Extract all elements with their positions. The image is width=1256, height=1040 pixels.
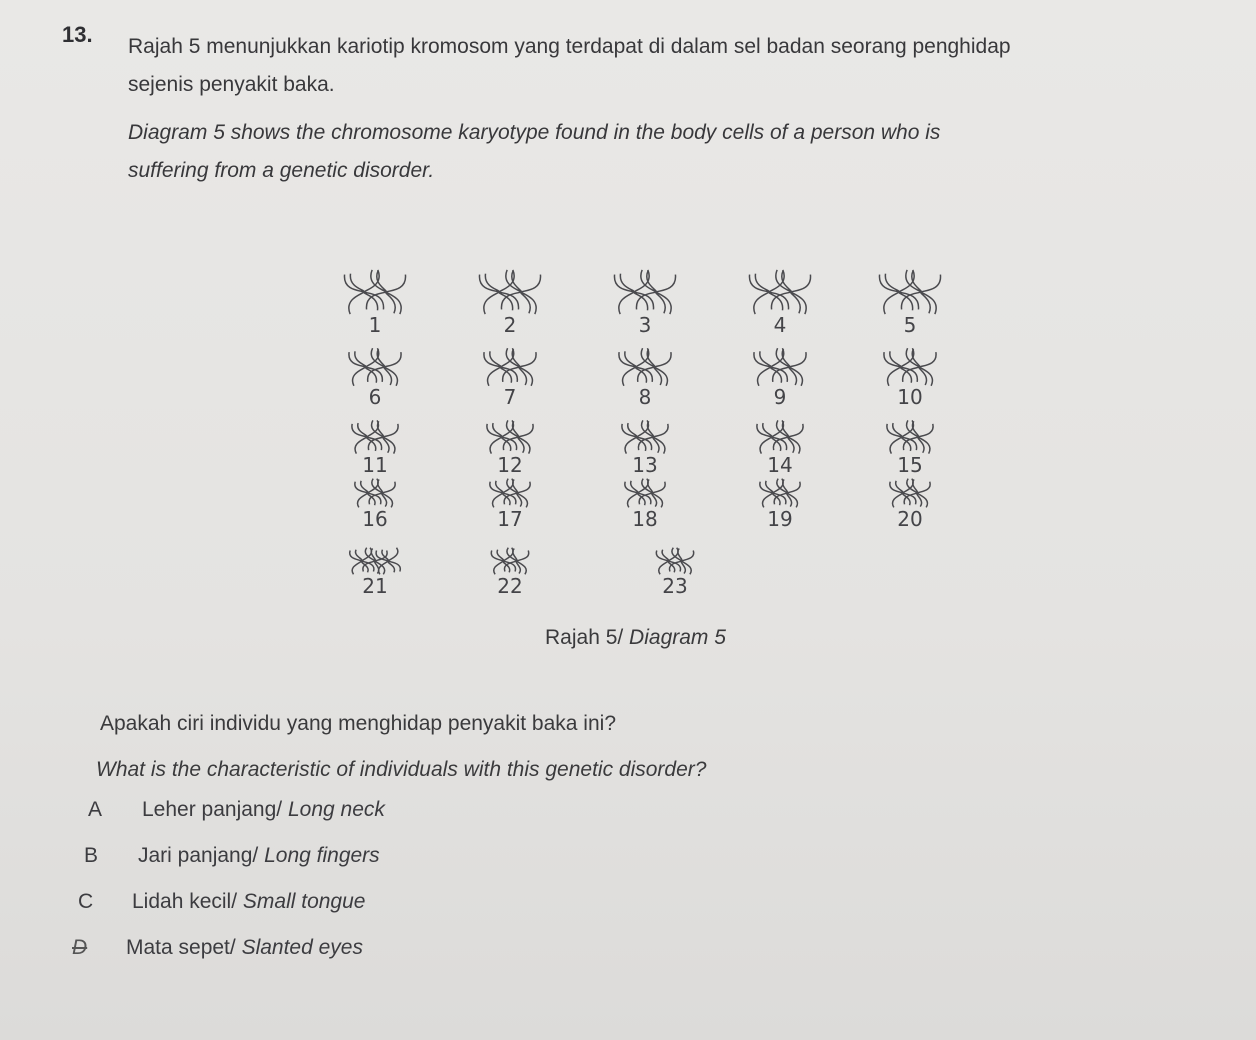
- chromosome-pair-label: 12: [497, 453, 523, 477]
- chromosome-pair-18: [624, 478, 665, 531]
- chromosome-pair-15: [886, 420, 933, 477]
- chromosome-shape: [656, 548, 681, 575]
- option-letter: B: [84, 844, 99, 867]
- chromosome-shape: [491, 548, 516, 575]
- question-number: 13.: [62, 22, 93, 47]
- chromosome-pair-21: [349, 548, 400, 598]
- option-b[interactable]: [84, 844, 380, 868]
- prompt-english: What is the characteristic of individuals with this genetic disorder?: [96, 758, 707, 781]
- option-letter: D: [72, 936, 88, 959]
- chromosome-pair-1: [344, 270, 406, 337]
- caption-malay: Rajah 5/: [545, 626, 624, 649]
- option-text-english: Long fingers: [258, 844, 380, 867]
- chromosome-pair-label: 7: [503, 385, 517, 409]
- option-a[interactable]: [88, 798, 385, 822]
- chromosome-shape: [344, 270, 384, 314]
- chromosome-pair-label: 18: [632, 507, 658, 531]
- chromosome-shape: [638, 420, 669, 453]
- option-text: [132, 890, 365, 914]
- chromosome-shape: [504, 478, 531, 507]
- chromosome-pair-label: 22: [497, 574, 523, 598]
- chromosome-pair-label: 1: [368, 313, 382, 337]
- chromosome-pair-14: [756, 420, 803, 477]
- chromosome-shape: [903, 420, 934, 453]
- stem-ms-line-1: Rajah 5 menunjukkan kariotip kromosom yang terdapat di dalam sel badan seorang penghidap: [128, 35, 1011, 58]
- option-c[interactable]: [78, 890, 365, 914]
- chromosome-pair-17: [489, 478, 530, 531]
- option-text-malay: Mata sepet/: [126, 936, 236, 959]
- option-text-english: Slanted eyes: [235, 936, 363, 959]
- chromosome-shape: [501, 270, 541, 314]
- chromosome-shape: [772, 348, 806, 386]
- stem-ms-line-2: sejenis penyakit baka.: [128, 73, 335, 96]
- option-text-malay: Lidah kecil/: [132, 890, 238, 913]
- option-text: [138, 844, 380, 868]
- chromosome-pair-23: [656, 548, 694, 598]
- chromosome-shape: [503, 420, 534, 453]
- chromosome-pair-label: 17: [497, 507, 523, 531]
- chromosome-shape: [614, 270, 654, 314]
- chromosome-shape: [369, 478, 396, 507]
- chromosome-shape: [879, 270, 919, 314]
- chromosome-shape: [349, 548, 374, 575]
- chromosome-pair-19: [759, 478, 800, 531]
- option-text: [142, 798, 385, 822]
- chromosome-pair-20: [889, 478, 930, 531]
- stem-en-line-2: suffering from a genetic disorder.: [128, 159, 435, 182]
- chromosome-pair-10: [883, 348, 936, 409]
- chromosome-pair-16: [354, 478, 395, 531]
- chromosome-pair-label: 16: [362, 507, 388, 531]
- chromosome-shape: [367, 348, 401, 386]
- chromosome-pair-6: [348, 348, 401, 409]
- chromosome-shape: [639, 478, 666, 507]
- chromosome-shape: [669, 548, 694, 575]
- chromosome-pair-7: [483, 348, 536, 409]
- chromosome-pair-9: [753, 348, 806, 409]
- chromosome-shape: [637, 348, 671, 386]
- chromosome-pair-label: 3: [638, 313, 652, 337]
- chromosome-pair-label: 4: [773, 313, 787, 337]
- chromosome-pair-13: [621, 420, 668, 477]
- chromosome-pair-3: [614, 270, 676, 337]
- chromosome-shape: [636, 270, 676, 314]
- option-text: [126, 936, 363, 960]
- karyotype-diagram: [300, 250, 1000, 620]
- chromosome-shape: [368, 420, 399, 453]
- chromosome-pair-label: 23: [662, 574, 688, 598]
- option-text-malay: Leher panjang/: [142, 798, 283, 821]
- chromosome-shape: [479, 270, 519, 314]
- chromosome-pair-4: [749, 270, 811, 337]
- chromosome-pair-11: [351, 420, 398, 477]
- chromosome-shape: [773, 420, 804, 453]
- chromosome-shape: [366, 270, 406, 314]
- chromosome-pair-label: 2: [503, 313, 517, 337]
- chromosome-pair-label: 19: [767, 507, 793, 531]
- chromosome-shape: [771, 270, 811, 314]
- chromosome-shape: [774, 478, 801, 507]
- chromosome-pair-label: 20: [897, 507, 923, 531]
- option-letter: C: [78, 890, 94, 913]
- chromosome-pair-12: [486, 420, 533, 477]
- chromosome-pair-label: 13: [632, 453, 658, 477]
- chromosome-shape: [502, 348, 536, 386]
- chromosome-pair-label: 5: [903, 313, 917, 337]
- chromosome-shape: [902, 348, 936, 386]
- chromosome-pair-8: [618, 348, 671, 409]
- chromosome-pair-label: 14: [767, 453, 793, 477]
- chromosome-shape: [504, 548, 529, 575]
- chromosome-shape: [362, 548, 387, 575]
- chromosome-shape: [901, 270, 941, 314]
- option-text-english: Small tongue: [237, 890, 366, 913]
- option-text-english: Long neck: [282, 798, 385, 821]
- chromosome-shape: [749, 270, 789, 314]
- chromosome-pair-22: [491, 548, 529, 598]
- chromosome-pair-2: [479, 270, 541, 337]
- chromosome-pair-label: 6: [368, 385, 382, 409]
- chromosome-pair-label: 11: [362, 453, 388, 477]
- option-letter: A: [88, 798, 103, 821]
- chromosome-pair-label: 9: [773, 385, 787, 409]
- question-stem-english: [128, 114, 1188, 190]
- question-stem-malay: [128, 28, 1188, 104]
- caption-english: Diagram 5: [623, 626, 726, 649]
- diagram-caption: [545, 626, 726, 650]
- stem-en-line-1: Diagram 5 shows the chromosome karyotype found in the body cells of a person who is: [128, 121, 941, 144]
- option-d[interactable]: [72, 936, 363, 960]
- chromosome-pair-5: [879, 270, 941, 337]
- chromosome-pair-label: 21: [362, 574, 388, 598]
- chromosome-pair-label: 15: [897, 453, 923, 477]
- chromosome-shape: [904, 478, 931, 507]
- chromosome-pair-label: 10: [897, 385, 923, 409]
- chromosome-shape: [376, 548, 401, 575]
- chromosome-pair-label: 8: [638, 385, 652, 409]
- option-text-malay: Jari panjang/: [138, 844, 259, 867]
- prompt-malay: Apakah ciri individu yang menghidap penyakit baka ini?: [100, 712, 616, 735]
